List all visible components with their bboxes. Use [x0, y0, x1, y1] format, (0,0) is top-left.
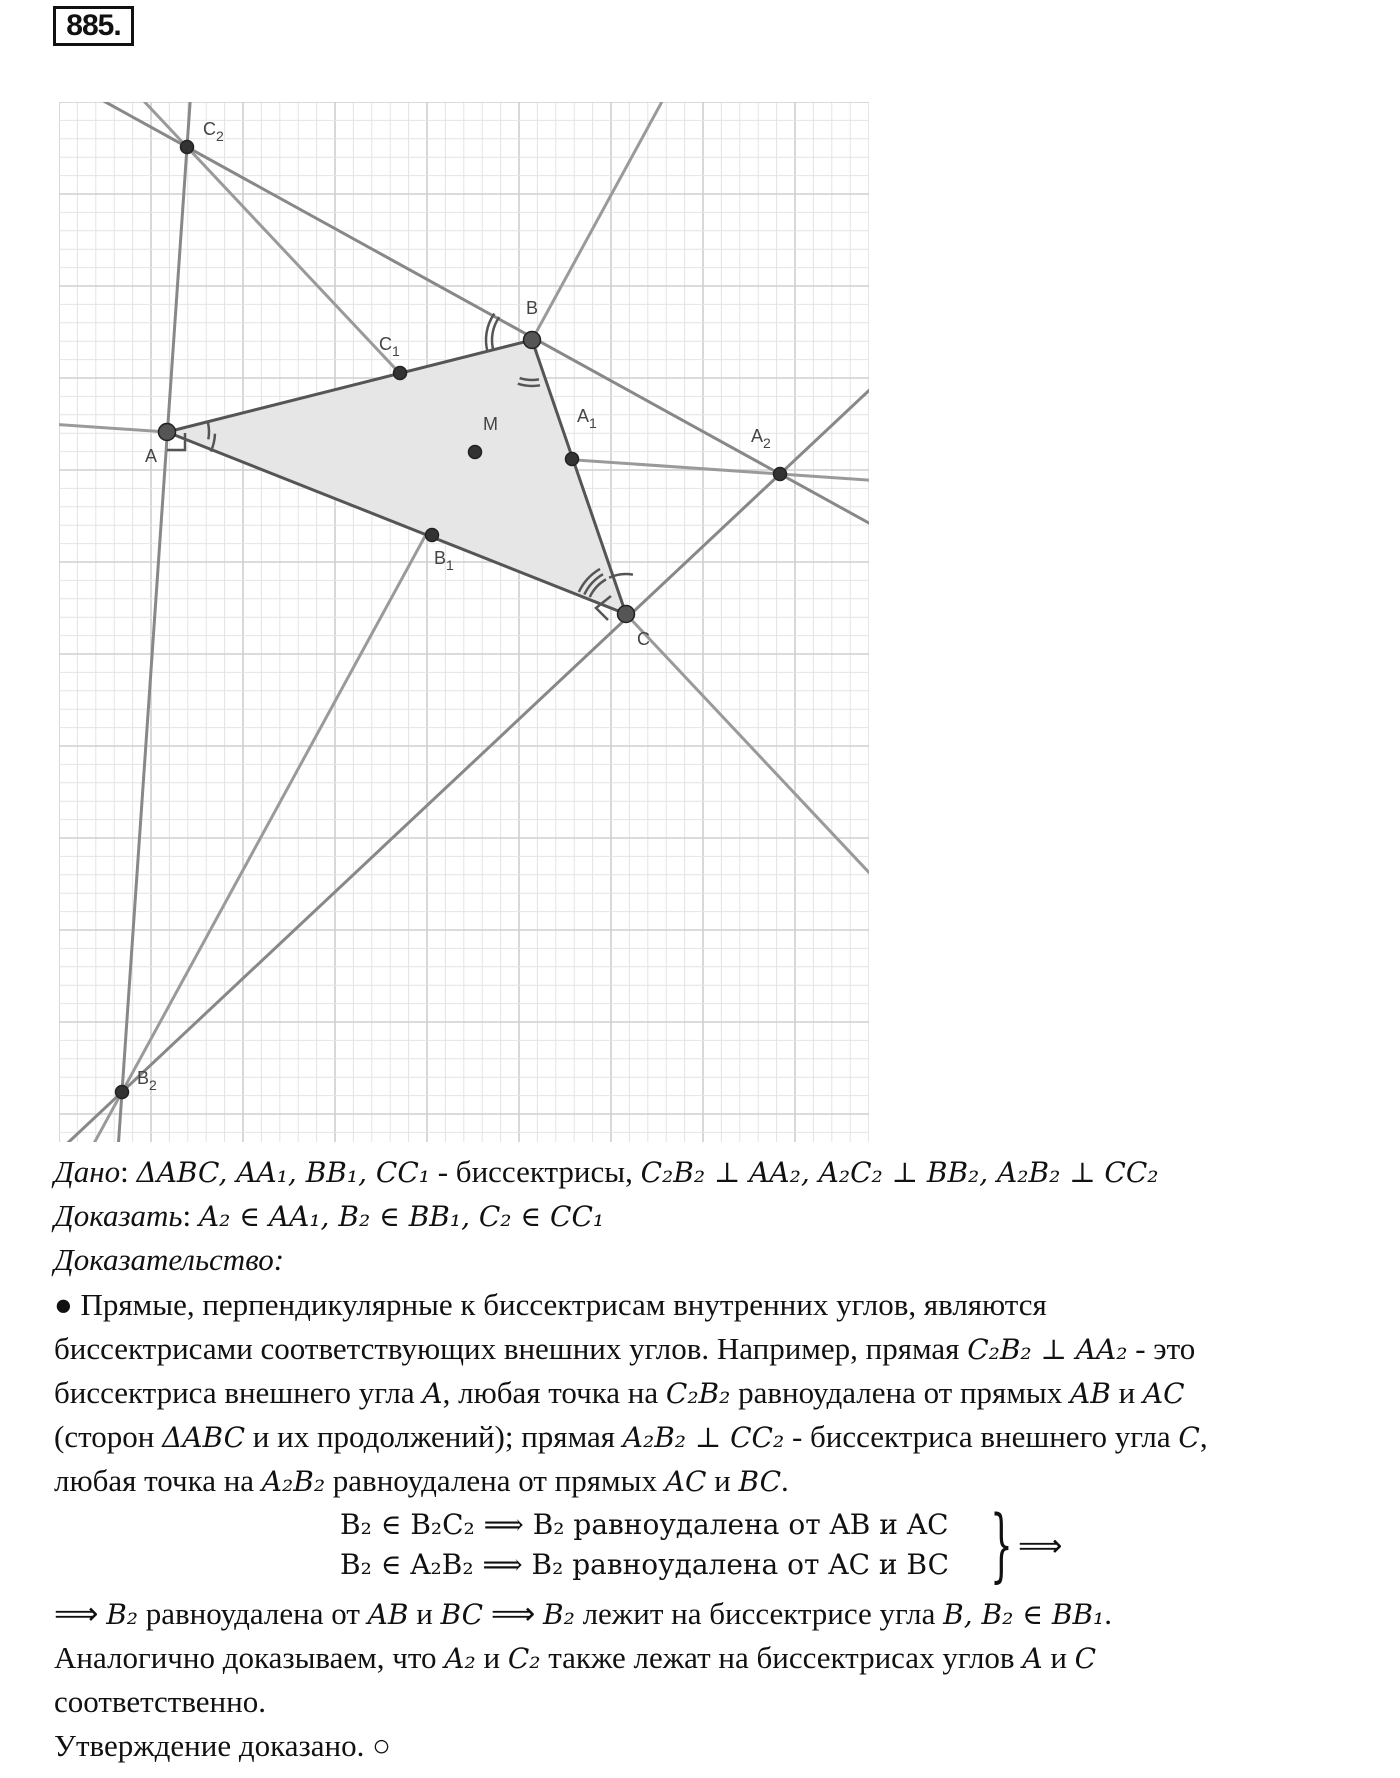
- proof-line-4: (сторон ΔABC и их продолжений); прямая A₂B₂ ⊥ CC₂ - биссектриса внешнего угла C,: [54, 1419, 1208, 1454]
- problem-number: 885.: [53, 6, 134, 46]
- label-a2: $A_2$: [751, 426, 771, 451]
- point-b2: [116, 1086, 129, 1099]
- conclusion-line-2: Аналогично доказываем, что A₂ и C₂ также лежат на биссектрисах углов A и C: [54, 1640, 1097, 1675]
- triangle-abc: [167, 340, 626, 614]
- proof-line-1: ● Прямые, перпендикулярные к биссектрисам внутренних углов, являются: [54, 1287, 1047, 1322]
- conclusion-end: Утверждение доказано. ○: [54, 1728, 391, 1763]
- label-a: A: [145, 446, 158, 466]
- point-m: [469, 446, 482, 459]
- system-implies: ⟹: [1018, 1528, 1063, 1563]
- point-labels: [137, 119, 771, 1093]
- system-line-1: B₂ ∈ B₂C₂ ⟹ B₂ равноудалена от AB и AC: [340, 1508, 949, 1541]
- point-c1: [394, 367, 407, 380]
- given-line: Дано: ΔABC, AA₁, BB₁, CC₁ - биссектрисы, C₂B₂ ⊥ AA₂, A₂C₂ ⊥ BB₂, A₂B₂ ⊥ CC₂: [54, 1154, 1159, 1189]
- label-a1: $A_1$: [577, 406, 597, 431]
- point-a: [159, 424, 176, 441]
- label-b1: $B_1$: [434, 548, 454, 573]
- conclusion-line-3: соответственно.: [54, 1684, 266, 1719]
- label-c: C: [637, 629, 650, 649]
- point-a1: [566, 453, 579, 466]
- system-brace: }: [990, 1498, 1013, 1591]
- point-c2: [181, 141, 194, 154]
- geometry-figure: [59, 102, 869, 1142]
- angle-mark-b1: [492, 317, 499, 350]
- proof-label: Доказательство:: [54, 1242, 285, 1277]
- label-b: B: [526, 298, 539, 318]
- point-a2: [774, 468, 787, 481]
- proof-line-5: любая точка на A₂B₂ равноудалена от прямых AC и BC.: [54, 1463, 789, 1498]
- system-line-2: B₂ ∈ A₂B₂ ⟹ B₂ равноудалена от AC и BC: [340, 1548, 950, 1581]
- prove-line: Доказать: A₂ ∈ AA₁, B₂ ∈ BB₁, C₂ ∈ CC₁: [54, 1198, 605, 1233]
- line-c2b2: [59, 102, 837, 1142]
- point-b1: [426, 529, 439, 542]
- point-b: [524, 332, 541, 349]
- label-m: M: [483, 414, 498, 434]
- label-c2: $C_2$: [203, 119, 224, 144]
- point-c: [618, 606, 635, 623]
- conclusion-line-1: ⟹ B₂ равноудалена от AB и BC ⟹ B₂ лежит на биссектрисе угла B, B₂ ∈ BB₁.: [54, 1596, 1113, 1631]
- proof-line-3: биссектриса внешнего угла A, любая точка на C₂B₂ равноудалена от прямых AB и AC: [54, 1375, 1185, 1410]
- points: [116, 141, 787, 1099]
- angle-mark-a1: [208, 422, 209, 439]
- proof-line-2: биссектрисами соответствующих внешних углов. Например, прямая C₂B₂ ⊥ AA₂ - это: [54, 1331, 1196, 1366]
- label-c1: $C_1$: [379, 334, 400, 359]
- label-b2: $B_2$: [137, 1068, 157, 1093]
